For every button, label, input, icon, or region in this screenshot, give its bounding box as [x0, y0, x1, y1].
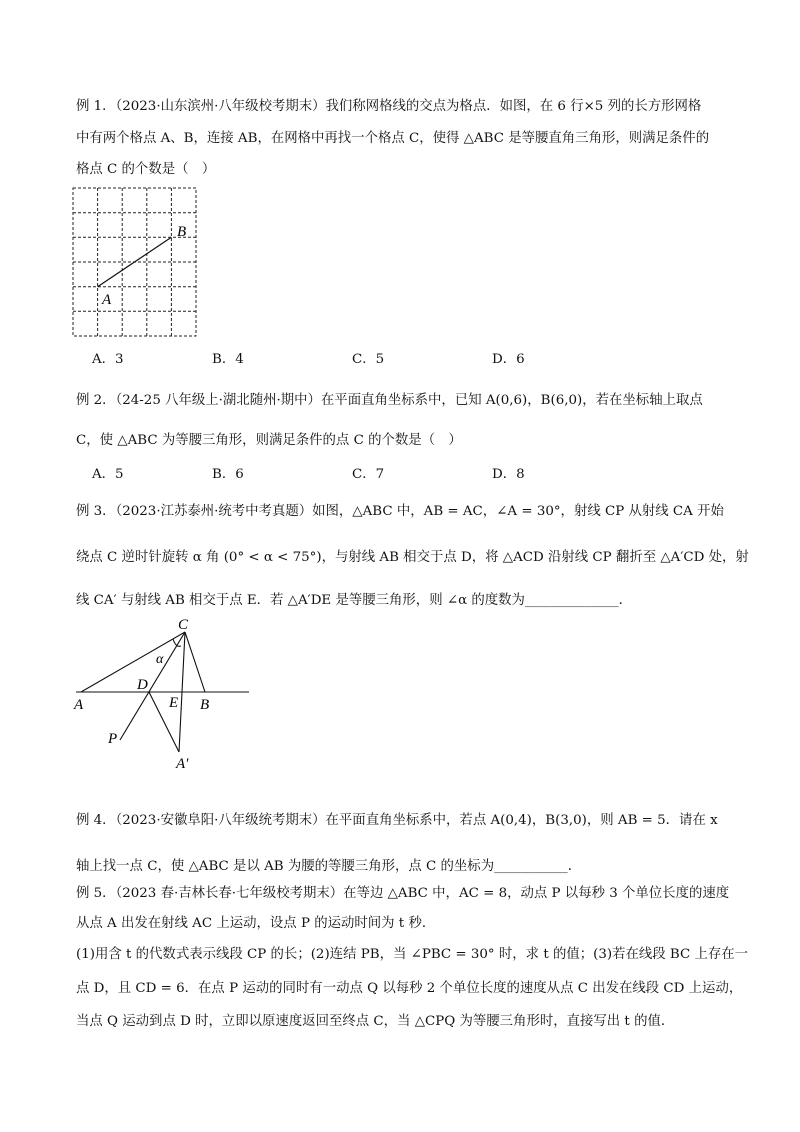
point-label-a: A — [102, 292, 112, 308]
ex5-line-4: 点 D，且 CD = 6．在点 P 运动的同时有一动点 Q 以每秒 2 个单位长度的速度从点 C 出发在线段 CD 上运动， — [76, 981, 743, 996]
ex1-option-c: C．5 — [352, 352, 385, 367]
ex2-line-2: C，使 △ABC 为等腰三角形，则满足条件的点 C 的个数是（ ） — [76, 433, 462, 448]
label-c: C — [178, 617, 189, 633]
ex1-grid-figure — [60, 180, 210, 340]
ex3-line-2: 绕点 C 逆时针旋转 α 角 (0° < α < 75°)，与射线 AB 相交于点 D，将 △ACD 沿射线 CP 翻折至 △A′CD 处，射 — [76, 550, 749, 565]
ex1-line-2: 中有两个格点 A、B，连接 AB，在网格中再找一个格点 C，使得 △ABC 是等腰直角三角形，则满足条件的 — [76, 131, 710, 146]
label-a-prime: A′ — [176, 756, 189, 772]
label-b: B — [200, 697, 210, 713]
ex2-option-a: A．5 — [92, 467, 124, 482]
ex2-option-b: B．6 — [212, 467, 244, 482]
ray-cp — [120, 632, 185, 740]
ex3-line-3: 线 CA′ 与射线 AB 相交于点 E．若 △A′DE 是等腰三角形，则 ∠α 的度数为______________． — [76, 593, 633, 608]
ex5-line-2: 从点 A 出发在射线 AC 上运动，设点 P 的运动时间为 t 秒． — [76, 916, 436, 931]
ex5-line-3: (1)用含 t 的代数式表示线段 CP 的长；(2)连结 PB，当 ∠PBC = 30° 时，求 t 的值；(3)若在线段 BC 上存在一 — [76, 947, 749, 962]
label-d: D — [137, 677, 148, 693]
ex3-line-1: 例 3．（2023·江苏泰州·统考中考真题）如图，△ABC 中，AB = AC，∠A = 30°，射线 CP 从射线 CA 开始 — [76, 504, 724, 519]
ex2-option-c: C．7 — [352, 467, 385, 482]
side-ac — [81, 632, 185, 692]
label-p: P — [108, 731, 118, 747]
ex1-line-1: 例 1．（2023·山东滨州·八年级校考期末）我们称网格线的交点为格点．如图，在 6 行×5 列的长方形网格 — [76, 99, 702, 114]
ex4-line-1: 例 4．（2023·安徽阜阳·八年级统考期末）在平面直角坐标系中，若点 A(0,4)，B(3,0)，则 AB = 5．请在 x — [76, 813, 718, 828]
point-label-b: B — [177, 224, 187, 240]
label-a: A — [74, 697, 84, 713]
ex5-line-1: 例 5．（2023 春·吉林长春·七年级校考期末）在等边 △ABC 中，AC = 8，动点 P 以每秒 3 个单位长度的速度 — [76, 886, 730, 901]
ex5-line-5: 当点 Q 运动到点 D 时，立即以原速度返回至终点 C，当 △CPQ 为等腰三角形时，直接写出 t 的值． — [76, 1014, 675, 1029]
ex4-line-2: 轴上找一点 C，使 △ABC 是以 AB 为腰的等腰三角形，点 C 的坐标为___________． — [76, 859, 582, 874]
ex1-option-a: A．3 — [92, 352, 124, 367]
label-alpha: α — [156, 652, 164, 667]
ex3-triangle-figure — [60, 612, 270, 777]
ex1-line-3: 格点 C 的个数是（ ） — [76, 162, 216, 177]
ex1-option-b: B．4 — [212, 352, 244, 367]
ex2-option-d: D．8 — [492, 467, 525, 482]
ex2-line-1: 例 2．（24-25 八年级上·湖北随州·期中）在平面直角坐标系中，已知 A(0,6)，B(6,0)，若在坐标轴上取点 — [76, 393, 703, 408]
ex1-option-d: D．6 — [492, 352, 525, 367]
side-cb — [185, 632, 205, 692]
label-e: E — [169, 695, 179, 711]
